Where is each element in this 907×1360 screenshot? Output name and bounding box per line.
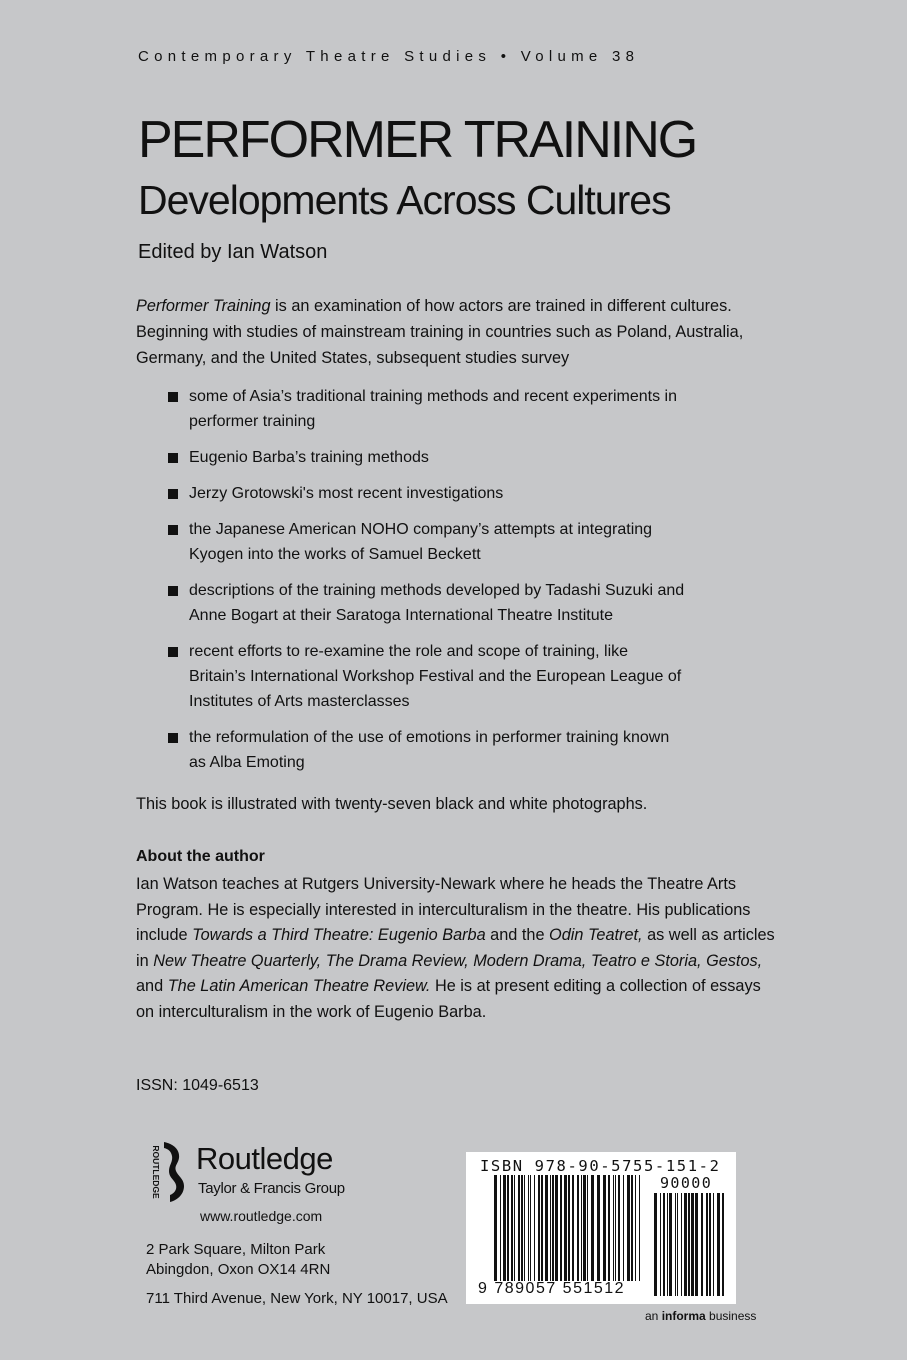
- square-bullet-icon: [168, 489, 178, 499]
- ean-barcode-icon: [494, 1175, 640, 1287]
- logo-vertical-text: ROUTLEDGE: [151, 1145, 161, 1199]
- square-bullet-icon: [168, 525, 178, 535]
- list-item: Eugenio Barba’s training methods: [168, 445, 688, 470]
- isbn-label: ISBN 978-90-5755-151-2: [480, 1157, 721, 1175]
- issn: ISSN: 1049-6513: [136, 1077, 259, 1094]
- routledge-logo-icon: [144, 1140, 190, 1204]
- intro-book-title: Performer Training: [136, 297, 271, 315]
- survey-list: [168, 384, 688, 786]
- list-item: recent efforts to re-examine the role and scope of training, like Britain’s International Workshop Festival and the European League of Institutes of Arts masterclasses: [168, 639, 688, 714]
- book-title: PERFORMER TRAINING: [138, 111, 697, 169]
- editor-credit: Edited by Ian Watson: [138, 241, 328, 263]
- about-author-paragraph: Ian Watson teaches at Rutgers University-Newark where he heads the Theatre Arts Program. He is especially interested in interculturalism in the theatre. His publications include Towards a Third Theatre: Eugenio Barba and the Odin Teatret, as well as articles in New Theatre Quarterly, The Drama Review, Modern Drama, Teatro e Storia, Gestos, and The Latin American Theatre Review. He is at present editing a collection of essays on interculturalism in the work of Eugenio Barba.: [136, 875, 775, 1021]
- addon-barcode-icon: [654, 1193, 726, 1296]
- list-item: Jerzy Grotowski's most recent investigations: [168, 481, 688, 506]
- list-item: some of Asia’s traditional training methods and recent experiments in performer training: [168, 384, 688, 434]
- barcode-addon-digits: 90000: [660, 1174, 713, 1192]
- list-item: the Japanese American NOHO company’s attempts at integrating Kyogen into the works of Samuel Beckett: [168, 517, 688, 567]
- publisher-name: Routledge: [196, 1141, 333, 1176]
- address-uk: 2 Park Square, Milton Park Abingdon, Oxon OX14 4RN: [146, 1241, 331, 1278]
- list-item: the reformulation of the use of emotions in performer training known as Alba Emoting: [168, 725, 688, 775]
- square-bullet-icon: [168, 392, 178, 402]
- list-item: descriptions of the training methods developed by Tadashi Suzuki and Anne Bogart at their Saratoga International Theatre Institute: [168, 578, 688, 628]
- publisher-group: Taylor & Francis Group: [198, 1180, 345, 1197]
- informa-tagline: an informa business: [645, 1309, 757, 1323]
- address-us: 711 Third Avenue, New York, NY 10017, USA: [146, 1290, 448, 1307]
- square-bullet-icon: [168, 647, 178, 657]
- intro-text: is an examination of how actors are trained in different cultures. Beginning with studies of mainstream training in countries such as Poland, Australia, Germany, and the United States, subsequent studies survey: [136, 297, 744, 367]
- series-line: Contemporary Theatre Studies • Volume 38: [138, 48, 640, 65]
- publisher-url: www.routledge.com: [200, 1208, 323, 1224]
- about-heading: About the author: [136, 848, 265, 865]
- book-subtitle: Developments Across Cultures: [138, 177, 671, 223]
- square-bullet-icon: [168, 733, 178, 743]
- intro-paragraph: [136, 293, 776, 371]
- photos-note: This book is illustrated with twenty-seven black and white photographs.: [136, 795, 648, 813]
- square-bullet-icon: [168, 453, 178, 463]
- square-bullet-icon: [168, 586, 178, 596]
- ean-digits: 9 789057 551512: [478, 1280, 626, 1297]
